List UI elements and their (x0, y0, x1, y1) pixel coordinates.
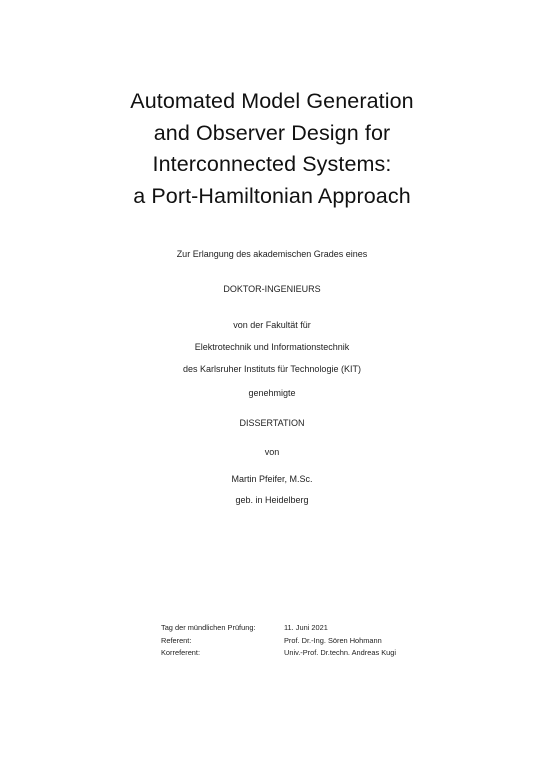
degree-purpose: Zur Erlangung des akademischen Grades eines (176, 249, 368, 259)
institute-name: des Karlsruher Instituts für Technologie (KIT) (183, 364, 361, 374)
author-name: Martin Pfeifer, M.Sc. (231, 474, 313, 484)
faculty-intro: von der Fakultät für (233, 320, 311, 330)
exam-row-referee (161, 635, 396, 648)
thesis-title-line: and Observer Design for (153, 120, 391, 145)
exam-value: Prof. Dr.-Ing. Sören Hohmann (284, 635, 382, 645)
exam-value: 11. Juni 2021 (284, 623, 328, 632)
examination-details (161, 622, 396, 660)
exam-row-coreferee (161, 647, 396, 660)
thesis-title-line: a Port-Hamiltonian Approach (133, 183, 411, 208)
degree-name: DOKTOR-INGENIEURS (223, 284, 321, 294)
thesis-title-line: Interconnected Systems: (152, 152, 392, 176)
exam-label: Tag der mündlichen Prüfung: (161, 623, 256, 632)
exam-label: Korreferent: (161, 648, 201, 657)
document-type: DISSERTATION (239, 418, 305, 428)
exam-value: Univ.-Prof. Dr.techn. Andreas Kugi (284, 648, 397, 657)
by-text: von (264, 447, 280, 457)
approval-text: genehmigte (248, 388, 296, 398)
thesis-title (0, 86, 544, 212)
faculty-name: Elektrotechnik und Informationstechnik (194, 342, 350, 352)
author-birthplace: geb. in Heidelberg (235, 495, 309, 505)
thesis-title-line: Automated Model Generation (130, 89, 414, 113)
exam-row-date (161, 622, 396, 635)
exam-label: Referent: (161, 635, 192, 645)
